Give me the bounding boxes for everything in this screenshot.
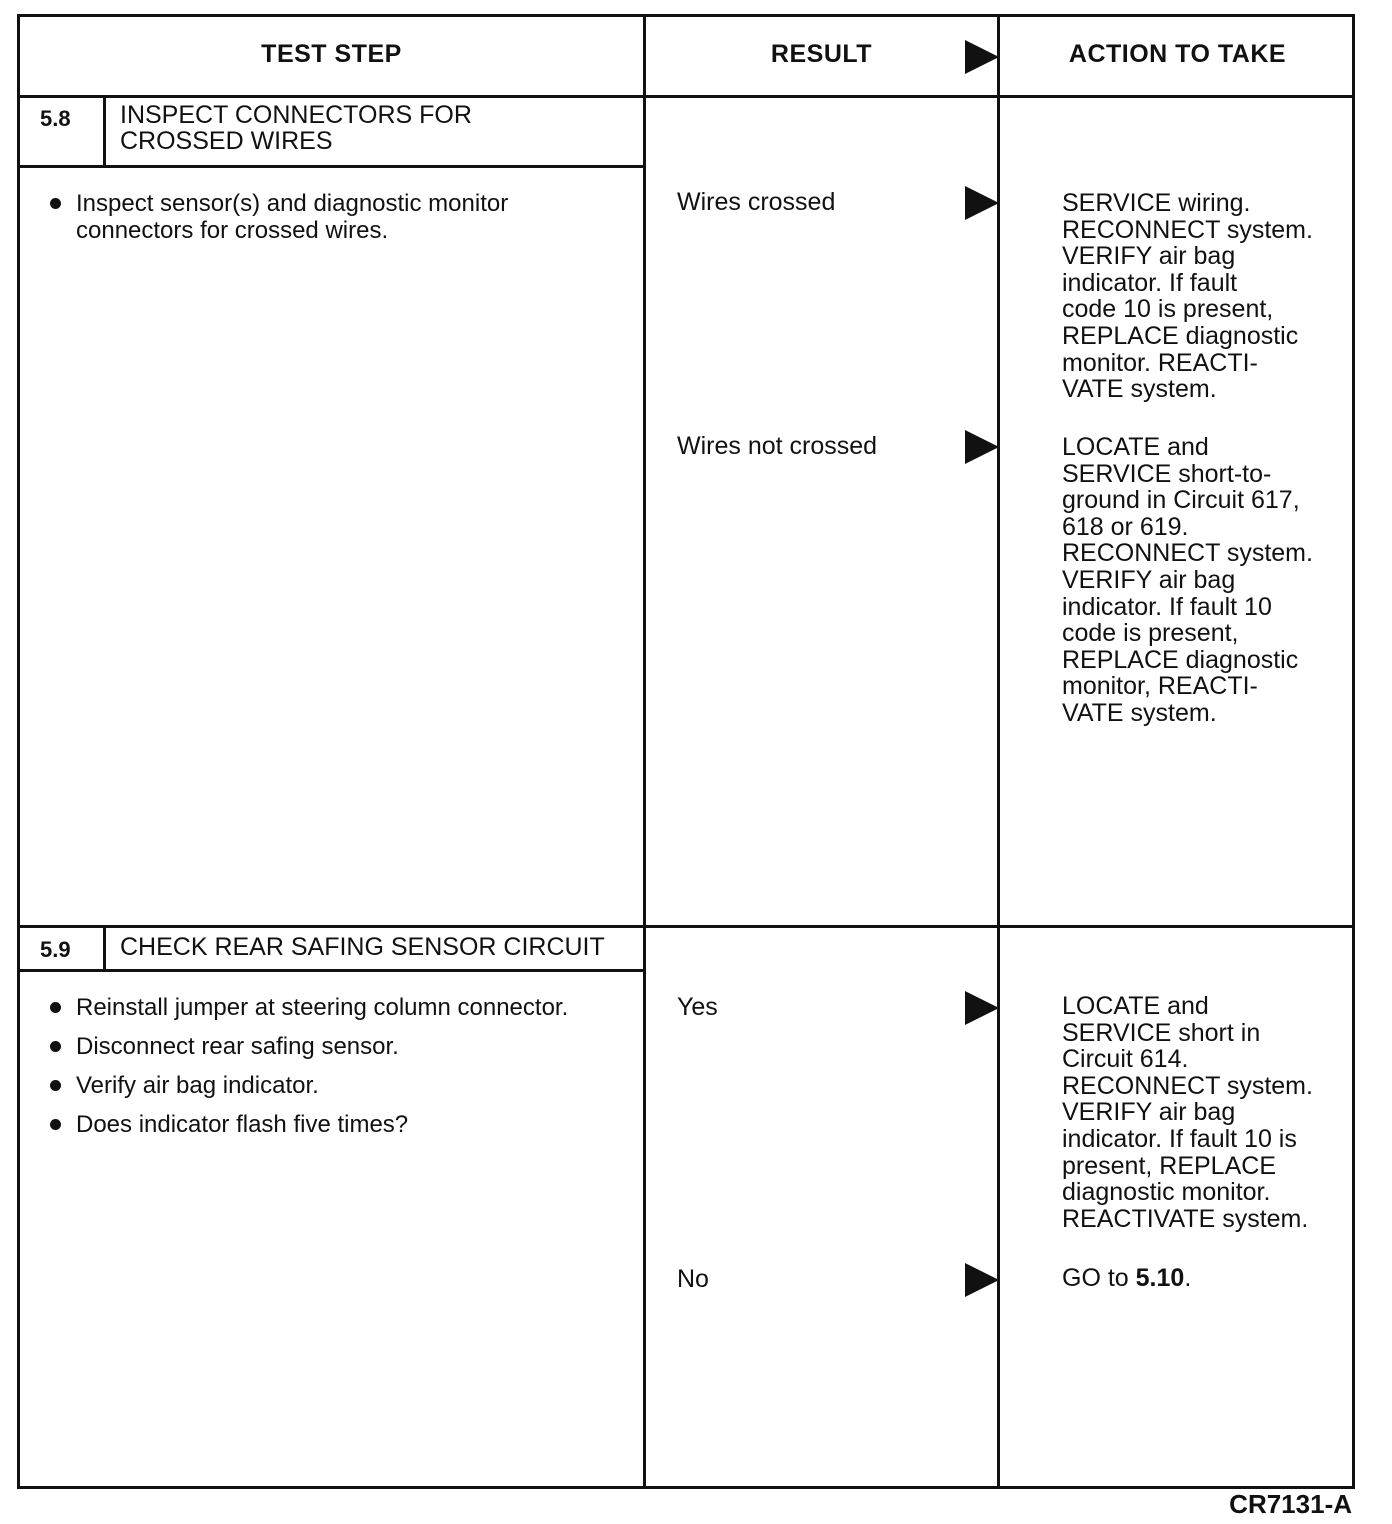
column-divider-1 [643, 14, 646, 1489]
result-wires-not-crossed: Wires not crossed [677, 432, 878, 460]
figure-id: CR7131-A [1229, 1489, 1352, 1519]
instruction-item: Does indicator flash five times? [48, 1111, 618, 1138]
action-no-suffix: . [1184, 1264, 1192, 1292]
step-5-8-instructions [48, 190, 618, 256]
action-no-prefix: GO to [1062, 1264, 1136, 1292]
action-yes: LOCATE and SERVICE short in Circuit 614. RECONNECT system. VERIFY air bag indicator. If fault 10 is present, REPLACE diagnostic monitor. REACTIVATE system. [1062, 992, 1313, 1233]
arrow-icon [965, 430, 999, 464]
step-5-9-number: 5.9 [40, 937, 71, 962]
result-no: No [677, 1265, 709, 1293]
header-result: RESULT [770, 40, 873, 68]
result-yes: Yes [677, 993, 718, 1021]
arrow-icon [965, 186, 999, 220]
instruction-item: Verify air bag indicator. [48, 1072, 618, 1099]
step-reference-link: 5.10 [1135, 1264, 1185, 1292]
result-wires-crossed: Wires crossed [677, 188, 836, 216]
action-wires-crossed: SERVICE wiring. RECONNECT system. VERIFY air bag indicator. If fault code 10 is present, REPLACE diagnostic monitor. REACTI- VATE system. [1062, 189, 1313, 404]
step-5-8-number: 5.8 [40, 106, 71, 131]
action-wires-not-crossed: LOCATE and SERVICE short-to- ground in Circuit 617, 618 or 619. RECONNECT system. VERIFY air bag indicator. If fault 10 code is present, REPLACE diagnostic monitor, REACTI- VATE system. [1062, 433, 1313, 727]
header-arrow-icon [965, 40, 999, 74]
header-test-step: TEST STEP [261, 40, 402, 68]
step-5-8-number-divider [103, 98, 106, 168]
instruction-item: Inspect sensor(s) and diagnostic monitor connectors for crossed wires. [48, 190, 618, 244]
step-5-8-title: INSPECT CONNECTORS FOR CROSSED WIRES [120, 101, 472, 155]
instruction-item: Disconnect rear safing sensor. [48, 1033, 618, 1060]
arrow-icon [965, 991, 999, 1025]
step-5-9-instructions [48, 994, 618, 1150]
step-5-9-title: CHECK REAR SAFING SENSOR CIRCUIT [120, 933, 605, 961]
instruction-item: Reinstall jumper at steering column connector. [48, 994, 618, 1021]
action-no [1062, 1265, 1191, 1292]
header-action: ACTION TO TAKE [1068, 40, 1287, 68]
step-5-9-number-divider [103, 928, 106, 972]
arrow-icon [965, 1263, 999, 1297]
